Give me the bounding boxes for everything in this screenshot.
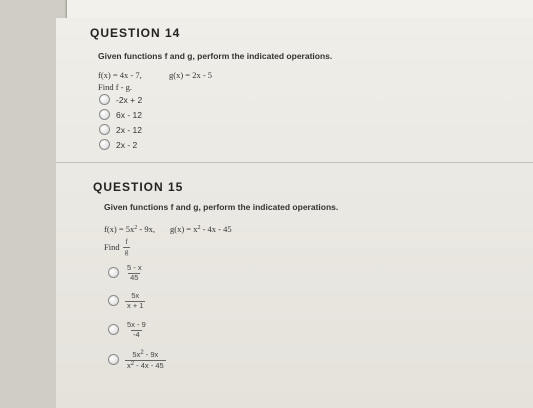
option-fraction: $\frac{5 - x}{45}$ [127, 263, 142, 282]
question-15-instruction: Given functions f and g, perform the indicated operations. [104, 202, 339, 212]
question-14-option-1[interactable] [99, 94, 142, 105]
question-14-option-2[interactable] [99, 109, 142, 120]
question-divider [56, 162, 533, 163]
option-label: 2x - 12 [116, 124, 142, 135]
question-14-option-4[interactable] [99, 139, 137, 150]
radio-button[interactable] [108, 295, 119, 306]
question-14-find: Find f - g. [98, 82, 132, 92]
question-15-find: Find $\frac{f}{g}$ [104, 237, 129, 256]
question-15-f-definition: $f(x) = 5x^2 - 9x$, [104, 224, 156, 234]
radio-button[interactable] [99, 124, 110, 135]
radio-button[interactable] [108, 354, 119, 365]
question-14-instruction: Given functions f and g, perform the indicated operations. [98, 51, 333, 61]
question-15-option-1[interactable] [108, 262, 144, 282]
radio-button[interactable] [108, 324, 119, 335]
question-15-g-definition: $g(x) = x^2 - 4x - 45$ [170, 224, 232, 234]
radio-button[interactable] [108, 267, 119, 278]
question-14-title: QUESTION 14 [90, 26, 181, 40]
question-15-option-3[interactable] [108, 319, 148, 339]
option-fraction: $\frac{5x^2 - 9x}{x^2 - 4x - 45}$ [127, 350, 164, 370]
question-15-option-4[interactable] [108, 349, 166, 370]
question-14-f-definition: f(x) = 4x - 7, [98, 70, 142, 80]
radio-button[interactable] [99, 109, 110, 120]
radio-button[interactable] [99, 94, 110, 105]
quiz-page [56, 18, 533, 408]
previous-question-panel [66, 0, 533, 20]
question-15-title: QUESTION 15 [93, 180, 184, 194]
question-15-option-2[interactable] [108, 290, 145, 310]
option-fraction: $\frac{5x - 9}{-4}$ [127, 320, 146, 339]
question-14-g-definition: g(x) = 2x - 5 [169, 70, 213, 80]
option-fraction: $\frac{5x}{x + 1}$ [127, 291, 144, 310]
radio-button[interactable] [99, 139, 110, 150]
option-label: 2x - 2 [116, 139, 138, 150]
option-label: 6x - 12 [116, 109, 142, 120]
question-14-option-3[interactable] [99, 124, 142, 135]
option-label: -2x + 2 [116, 94, 143, 105]
